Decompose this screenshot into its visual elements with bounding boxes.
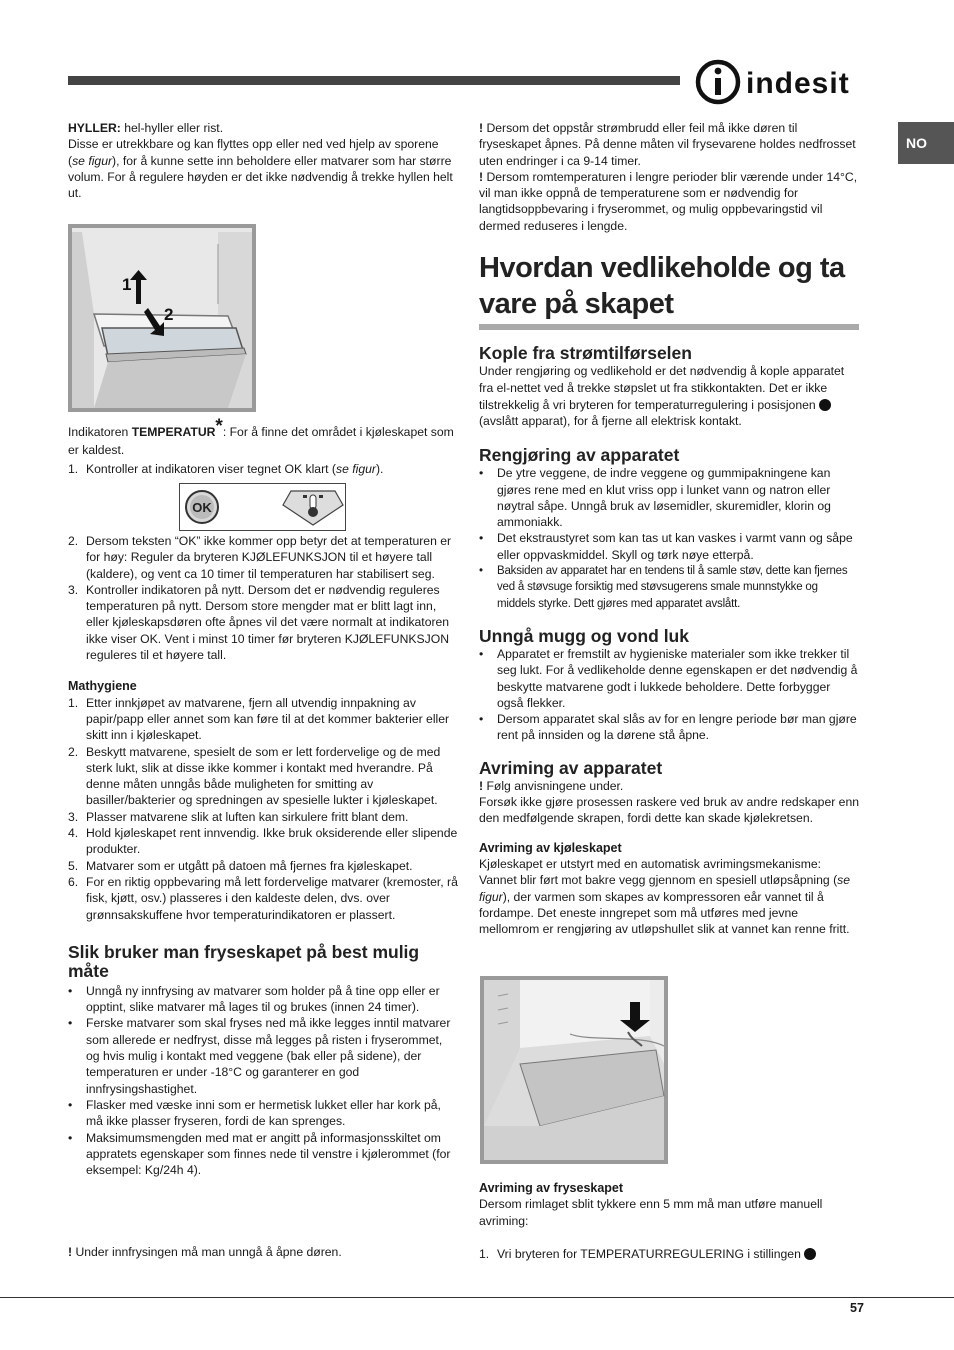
footer-rule <box>0 1297 954 1298</box>
list-item: • Maksimumsmengden med mat er angitt på informasjonsskiltet om appratets egenskaper som finnes nede til venstre i kjølerommet (for eksempel: Kg/24h 4). <box>68 1130 451 1178</box>
right-column <box>479 120 859 937</box>
mugg-list <box>479 646 859 744</box>
indicator-section <box>68 418 458 477</box>
mathygiene-list <box>68 695 458 923</box>
off-position-icon <box>804 1248 816 1260</box>
avriming-heading: Avriming av apparatet <box>479 757 663 778</box>
indicator-intro: Indikatoren TEMPERATUR*: For å finne det området i kjøleskapet som er kaldest. <box>68 416 454 457</box>
avriming-note: ! Følg anvisningene under. <box>479 778 624 793</box>
mathygiene-heading: Mathygiene <box>68 679 137 694</box>
avriming-fryseskap-section <box>479 1180 859 1262</box>
avriming-fryseskap-paragraph: Dersom rimlaget sblit tykkere enn 5 mm må man utføre manuell avriming: <box>479 1197 823 1228</box>
left-column-top <box>68 120 458 201</box>
hyller-label: HYLLER: <box>68 121 121 135</box>
mugg-heading: Unngå mugg og vond luk <box>479 625 689 646</box>
room-temperature-note: ! Dersom romtemperaturen i lengre perioder blir værende under 14°C, vil man ikke oppnå de temperaturene som er nødvendig for langtidsoppbevaring i fryserommet, og mulig oppbevaringstid vil dermed reduseres i lengde. <box>479 169 858 233</box>
ok-indicator-figure <box>179 483 346 531</box>
list-item: 6. For en riktig oppbevaring må lett fordervelige matvarer (kremoster, rå fisk, kjøtt, osv.) plasseres i den kaldeste delen, dvs. over grønnsakskuffene hvor temperaturindikatoren er plassert. <box>68 874 458 922</box>
title-underline <box>479 324 859 330</box>
list-item: 4. Hold kjøleskapet rent innvendig. Ikke bruk oksiderende eller slipende produkter. <box>68 826 458 857</box>
warning-icon: ! <box>479 121 484 135</box>
page-title: Hvordan vedlikeholde og ta vare på skapet <box>479 252 845 321</box>
avriming-kjoleskap-paragraph: Kjøleskapet er utstyrt med en automatisk avrimingsmekanisme: Vannet blir ført mot bakre vegg gjennom en spesiell utløpsåpning (se figur), der varmen som skapes av kompressoren eår vannet til å fordampe. Det eneste inngrepet som må utføres med jevne mellomrom er rengjøring av utløpshullet slik at vannet kan renne fritt. <box>479 856 851 937</box>
list-item: 3. Kontroller indikatoren på nytt. Dersom det er nødvendig reguleres temperaturen på nytt. Dersom store mengder mat er blitt lagt inn, eller kjøleskapsdøren ofte åpnes vil det være normalt at indikatoren ikke viser OK. Vent i minst 10 timer før bryteren KJØLEFUNKSJON reguleres til et høyere tall. <box>68 582 450 663</box>
hyller-line: HYLLER: hel-hyller eller rist. <box>68 121 224 135</box>
list-item: • Flasker med væske inni som er hermetisk lukket eller har kork på, må ikke plasser fryseren, fordi de kan sprenges. <box>68 1097 441 1129</box>
list-item: 2. Beskytt matvarene, spesielt de som er lett fordervelige og de med sterk lukt, slik at disse ikke kommer i kontakt med hverandre. På denne måten unngås både muligheten for smitting av basiller/bakterier og spredningen av spesielle lukter i kjøleskapet. <box>68 744 441 808</box>
list-item: • Unngå ny innfrysing av matvarer som holder på å tine opp eller er opptint, slike matvarer må lages til og brukes (innen 24 timer). <box>68 983 440 1015</box>
rengjoring-heading: Rengjøring av apparatet <box>479 445 680 466</box>
off-position-icon <box>819 399 831 411</box>
language-tab: NO <box>898 122 954 164</box>
indicator-steps-rest <box>68 533 458 1178</box>
page-number: 57 <box>850 1301 864 1315</box>
list-item: 5. Matvarer som er utgått på datoen må fjernes fra kjøleskapet. <box>68 858 413 873</box>
kople-paragraph: Under rengjøring og vedlikehold er det nødvendig å kople apparatet fra el-nettet ved å trekke støpslet ut fra stikkontakten. Det er ikke tilstrekkelig å vri bryteren for temperaturregulering i posisjonen (avslått apparat), for å fjerne all elektrisk kontakt. <box>479 364 845 429</box>
figure-label-2: 2 <box>164 305 174 324</box>
fryser-heading: Slik bruker man fryseskapet på best mulig måte <box>68 941 420 981</box>
list-item: • Apparatet er fremstilt av hygieniske materialer som ikke trekker til seg lukt. For å vedlikeholde denne egenskapen er det nødvendig å beskytte matvarene godt i lukkede beholdere. Dette forbygger også flekker. <box>479 646 858 710</box>
indesit-logo <box>694 58 869 106</box>
freezing-warning: ! Under innfrysingen må man unngå å åpne døren. <box>68 1245 342 1259</box>
list-item: • Ferske matvarer som skal fryses ned må ikke legges inntil matvarer som allerede er nedfryst, disse må legges på risten i fryserommet, og hvis mulig i kontakt med veggene (bak eller på sidene), der temperaturen er under -18°C og garanterer en god innfrysingshastighet. <box>68 1016 451 1096</box>
warning-icon: ! <box>68 1245 73 1259</box>
ok-label: OK <box>192 500 212 515</box>
kople-heading: Kople fra strømtilførselen <box>479 343 692 364</box>
rengjoring-list <box>479 465 859 612</box>
avriming-fryseskap-heading: Avriming av fryseskapet <box>479 1181 624 1195</box>
power-failure-note: ! Dersom det oppstår strømbrudd eller feil må ikke døren til fryseskapet åpnes. På denne måten vil frysevarene holdes nedfrosset uten endringer i ca 9-14 timer. <box>479 121 856 168</box>
list-item: 2. Dersom teksten “OK” ikke kommer opp betyr det at temperaturen er for høy: Reguler da bryteren KJØLEFUNKSJON til et høyere tall (kaldere), og vent ca 10 timer til temperaturen har stabilisert seg. <box>68 534 452 581</box>
list-item: 1. Kontroller at indikatoren viser tegnet OK klart (se figur). <box>68 462 384 476</box>
list-item: • Det ekstraustyret som kan tas ut kan vaskes i varmt vann og såpe eller oppvaskmiddel. Skyll og tørk nøye etterpå. <box>479 531 853 562</box>
list-item: 1. Etter innkjøpet av matvarene, fjern all utvendig innpakning av papir/papp eller annet som kan føre til at det kommer bakterier eller skitt inn i kjøleskapet. <box>68 695 450 743</box>
avriming-kjoleskap-heading: Avriming av kjøleskapet <box>479 840 622 855</box>
header-bar <box>68 76 680 85</box>
avriming-paragraph: Forsøk ikke gjøre prosessen raskere ved bruk av andre redskaper enn den medfølgende skrapen, fordi dette kan skade kjølekretsen. <box>479 795 860 826</box>
list-item: 1. Vri bryteren for TEMPERATURREGULERING i stillingen <box>479 1246 859 1262</box>
indicator-steps-list <box>68 461 458 477</box>
list-item: • Dersom apparatet skal slås av for en lengre periode bør man gjøre rent på innsiden og la dørene stå åpne. <box>479 712 857 743</box>
list-item: • De ytre veggene, de indre veggene og gummipakningene kan gjøres rene med en klut vriss opp i lunket vann og natron eller nøytral såpe. Unngå bruk av løsemidler, skuremidler, klorin og ammoniakk. <box>479 466 831 530</box>
logo-wordmark: indesit <box>746 67 850 100</box>
list-item: 3. Plasser matvarene slik at luften kan sirkulere fritt blant dem. <box>68 809 409 824</box>
indicator-steps-list-cont <box>68 533 458 663</box>
warning-icon: ! <box>479 169 484 184</box>
shelf-figure <box>68 224 256 412</box>
hyller-paragraph: Disse er utrekkbare og kan flyttes opp eller ned ved hjelp av sporene (se figur), for å kunne sette inn beholdere eller matvarer som har større volum. For å regulere høyden er det ikke nødvendig å trekke hyllen helt ut. <box>68 137 453 201</box>
fryser-list <box>68 983 458 1179</box>
figure-label-1: 1 <box>122 275 132 294</box>
avriming-steps-list <box>479 1246 859 1262</box>
warning-icon: ! <box>479 778 484 793</box>
drain-figure <box>480 976 668 1164</box>
list-item: • Baksiden av apparatet har en tendens til å samle støv, dette kan fjernes ved å støvsuge forsiktig med støvsugerens smale munnstykke og middels styrke. Dett gjøres med apparatet avslått. <box>479 565 848 610</box>
